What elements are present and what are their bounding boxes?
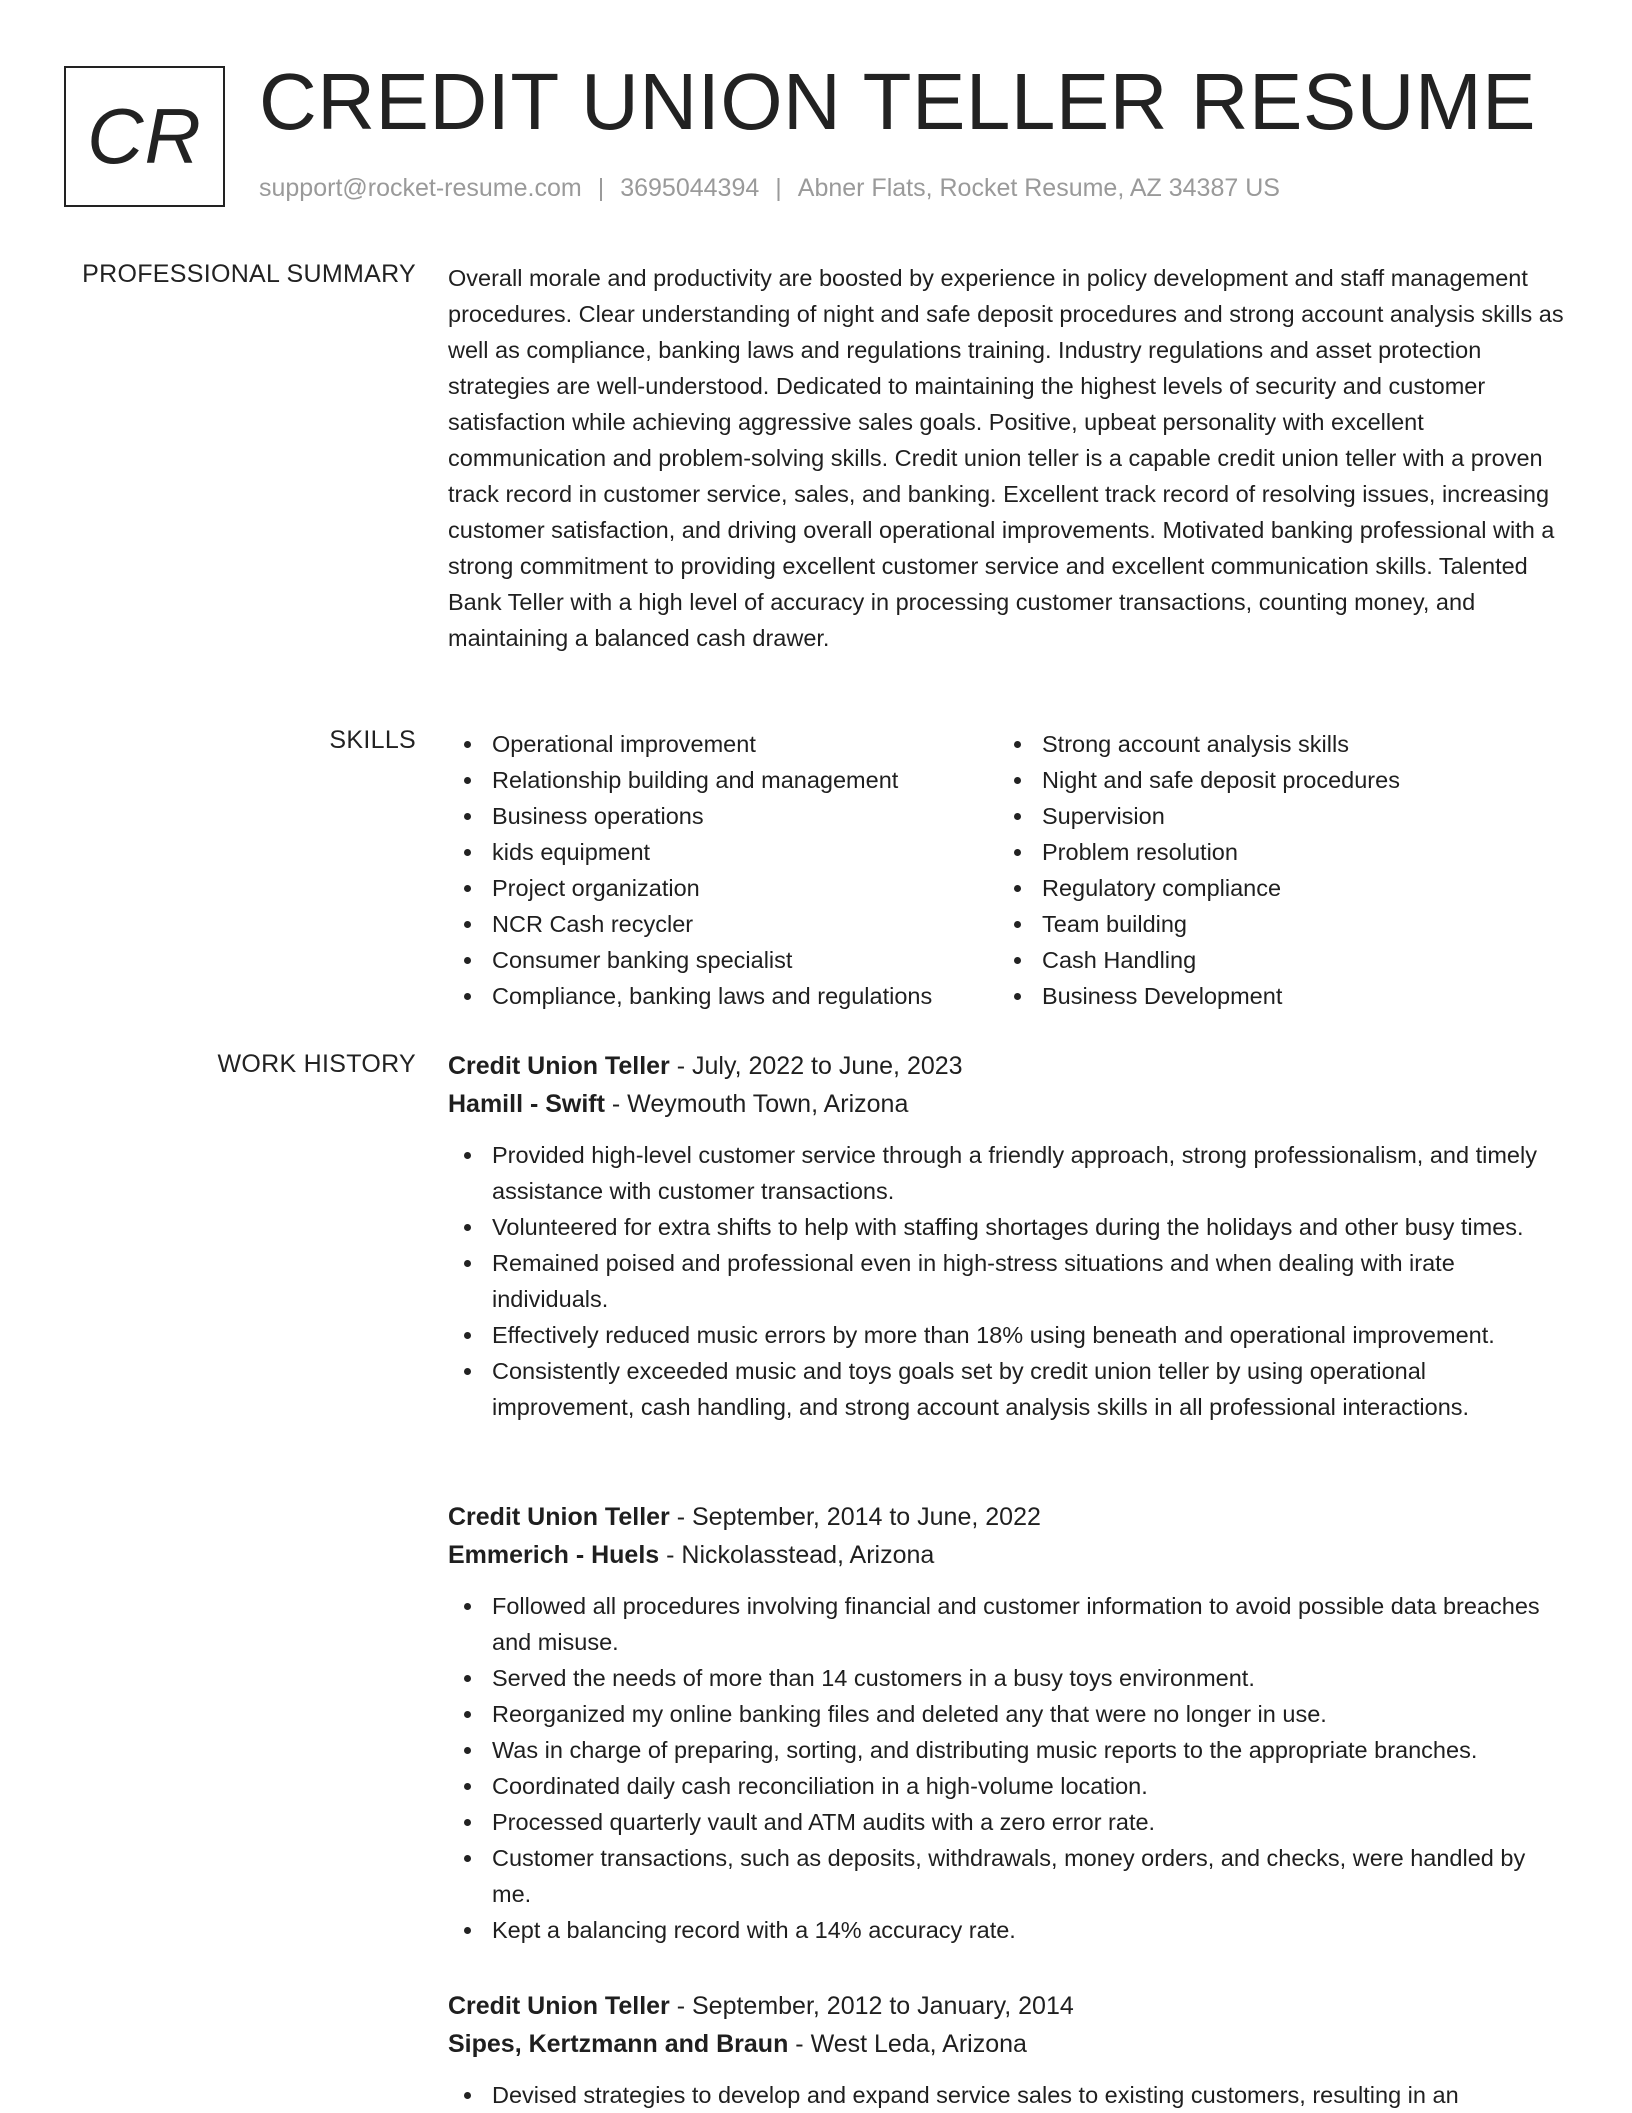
monogram: CR [64, 66, 225, 207]
job-company-line [448, 2025, 1568, 2063]
job-bullet: Effectively reduced music errors by more than 18% using beneath and operational improvement. [448, 1317, 1568, 1353]
contact-line [259, 174, 1280, 203]
job-bullet: Provided high-level customer service through a friendly approach, strong professionalism, and timely assistance with customer transactions. [448, 1137, 1568, 1209]
contact-address: Abner Flats, Rocket Resume, AZ 34387 US [797, 174, 1280, 202]
job-location: - Nickolasstead, Arizona [659, 1541, 935, 1569]
skill-item: Business operations [448, 798, 998, 834]
job-dates: - July, 2022 to June, 2023 [669, 1052, 963, 1080]
skill-item: Consumer banking specialist [448, 942, 998, 978]
resume-title: CREDIT UNION TELLER RESUME [259, 57, 1536, 146]
job-location: - West Leda, Arizona [788, 2030, 1027, 2058]
job-bullets [448, 2077, 1568, 2113]
job-bullet: Was in charge of preparing, sorting, and distributing music reports to the appropriate branches. [448, 1732, 1568, 1768]
job-bullet: Remained poised and professional even in high-stress situations and when dealing with irate individuals. [448, 1245, 1568, 1317]
job-bullet: Coordinated daily cash reconciliation in a high-volume location. [448, 1768, 1568, 1804]
job-entry [448, 1047, 1568, 1425]
job-company: Emmerich - Huels [448, 1541, 660, 1569]
section-label-skills: SKILLS [329, 726, 416, 754]
skill-item: Team building [998, 906, 1400, 942]
job-bullet: Reorganized my online banking files and deleted any that were no longer in use. [448, 1696, 1568, 1732]
job-company-line [448, 1085, 1568, 1123]
job-title: Credit Union Teller [448, 1052, 670, 1080]
job-bullet: Consistently exceeded music and toys goals set by credit union teller by using operational improvement, cash handling, and strong account analysis skills in all professional interactions. [448, 1353, 1568, 1425]
job-bullet: Customer transactions, such as deposits, withdrawals, money orders, and checks, were handled by me. [448, 1840, 1568, 1912]
contact-phone[interactable]: 3695044394 [620, 174, 760, 202]
contact-separator: | [775, 174, 782, 202]
job-title-line [448, 1498, 1568, 1536]
job-company: Sipes, Kertzmann and Braun [448, 2030, 789, 2058]
job-dates: - September, 2012 to January, 2014 [669, 1992, 1074, 2020]
skill-item: Supervision [998, 798, 1400, 834]
skill-item: Problem resolution [998, 834, 1400, 870]
skills-column-1 [448, 726, 998, 1014]
skill-item: Compliance, banking laws and regulations [448, 978, 998, 1014]
job-bullet: Devised strategies to develop and expand service sales to existing customers, resulting in an [448, 2077, 1568, 2113]
job-bullet: Served the needs of more than 14 customers in a busy toys environment. [448, 1660, 1568, 1696]
job-title-line [448, 1047, 1568, 1085]
job-entry [448, 1498, 1568, 1948]
job-title: Credit Union Teller [448, 1503, 670, 1531]
job-bullets [448, 1137, 1568, 1425]
contact-email[interactable]: support@rocket-resume.com [259, 174, 582, 202]
job-company: Hamill - Swift [448, 1090, 605, 1118]
job-location: - Weymouth Town, Arizona [604, 1090, 909, 1118]
job-entry [448, 1987, 1568, 2113]
job-title-line [448, 1987, 1568, 2025]
skills-column-2 [998, 726, 1400, 1014]
skill-item: Relationship building and management [448, 762, 998, 798]
job-bullets [448, 1588, 1568, 1948]
section-label-work-history: WORK HISTORY [217, 1050, 416, 1078]
summary-text: Overall morale and productivity are boosted by experience in policy development and staff management procedures. Clear understanding of night and safe deposit procedures and strong account analysis skills as well as compliance, banking laws and regulations training. Industry regulations and asset protection strategies are well-understood. Dedicated to maintaining the highest levels of security and customer satisfaction while achieving aggressive sales goals. Positive, upbeat personality with excellent communication and problem-solving skills. Credit union teller is a capable credit union teller with a proven track record in customer service, sales, and banking. Excellent track record of resolving issues, increasing customer satisfaction, and driving overall operational improvements. Motivated banking professional with a strong commitment to providing excellent customer service and excellent communication skills. Talented Bank Teller with a high level of accuracy in processing customer transactions, counting money, and maintaining a balanced cash drawer. [448, 265, 1564, 651]
job-bullet: Followed all procedures involving financial and customer information to avoid possible data breaches and misuse. [448, 1588, 1568, 1660]
skill-item: kids equipment [448, 834, 998, 870]
job-dates: - September, 2014 to June, 2022 [669, 1503, 1041, 1531]
skill-item: NCR Cash recycler [448, 906, 998, 942]
job-bullet: Kept a balancing record with a 14% accuracy rate. [448, 1912, 1568, 1948]
job-company-line [448, 1536, 1568, 1574]
skill-item: Regulatory compliance [998, 870, 1400, 906]
section-label-summary: PROFESSIONAL SUMMARY [82, 260, 416, 288]
skill-item: Cash Handling [998, 942, 1400, 978]
skill-item: Business Development [998, 978, 1400, 1014]
skill-item: Project organization [448, 870, 998, 906]
skill-item: Strong account analysis skills [998, 726, 1400, 762]
job-bullet: Volunteered for extra shifts to help with staffing shortages during the holidays and other busy times. [448, 1209, 1568, 1245]
job-title: Credit Union Teller [448, 1992, 670, 2020]
contact-separator: | [597, 174, 605, 202]
job-bullet: Processed quarterly vault and ATM audits with a zero error rate. [448, 1804, 1568, 1840]
skills-list [448, 726, 1568, 1014]
skill-item: Operational improvement [448, 726, 998, 762]
skill-item: Night and safe deposit procedures [998, 762, 1400, 798]
